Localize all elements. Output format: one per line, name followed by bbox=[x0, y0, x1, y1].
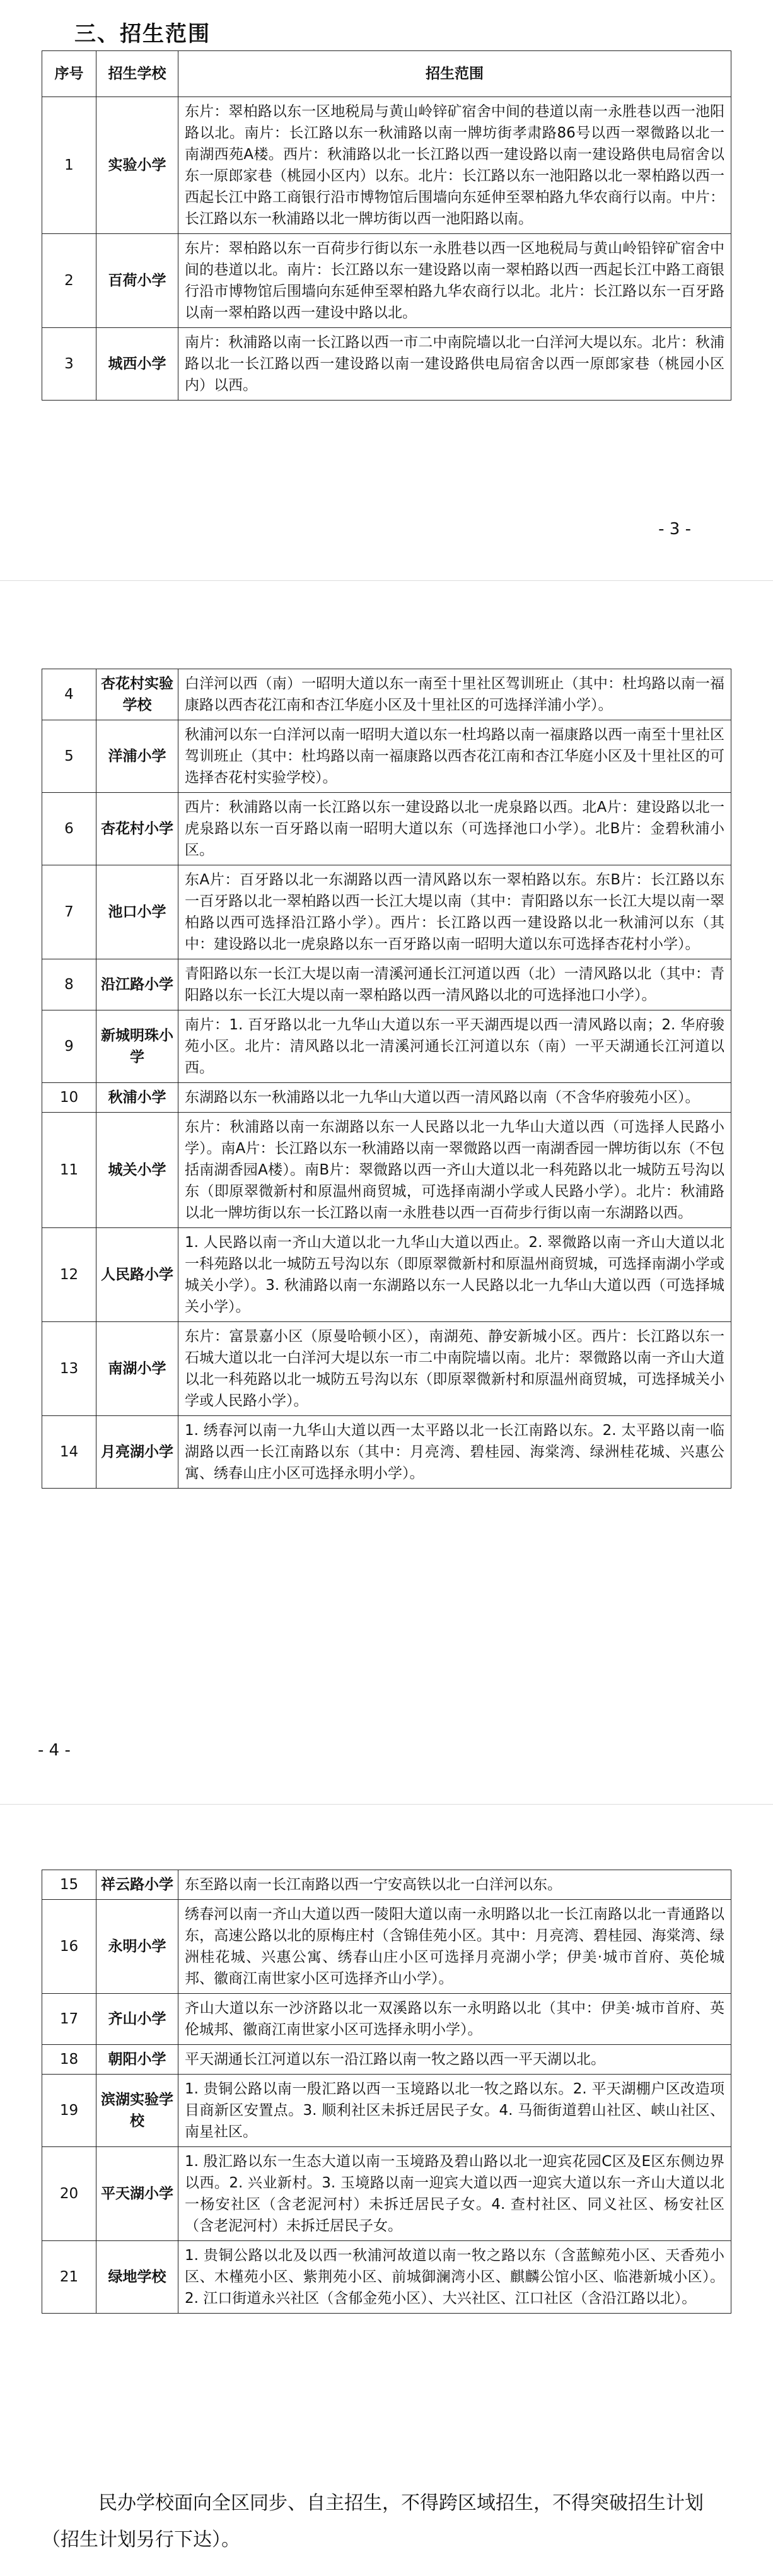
row-school: 绿地学校 bbox=[96, 2241, 178, 2314]
row-number: 13 bbox=[42, 1322, 96, 1416]
row-range: 东片：秋浦路以南一东湖路以东一人民路以北一九华山大道以西（可选择人民路小学）。南A片：长江路以东一秋浦路以南一翠微路以西一南湖香园一牌坊街以东（不包括南湖香园A楼）。南B片：翠微路以西一齐山大道以北一科苑路以北一城防五号沟以东（即原翠微新村和原温州商贸城，可选择南湖小学或人民路小学）。北片：秋浦路以北一牌坊街以东一长江路以南一永胜巷以西一百荷步行街以南一东湖路以西。 bbox=[178, 1113, 731, 1228]
row-school: 实验小学 bbox=[96, 97, 178, 234]
row-range: 平天湖通长江河道以东一沿江路以南一牧之路以西一平天湖以北。 bbox=[178, 2045, 731, 2075]
table-row bbox=[42, 793, 731, 865]
row-range: 1. 绣春河以南一九华山大道以西一太平路以北一长江南路以东。2. 太平路以南一临湖路以西一长江南路以东（其中：月亮湾、碧桂园、海棠湾、绿洲桂花城、兴惠公寓、绣春山庄小区可选择永明小学）。 bbox=[178, 1416, 731, 1489]
row-number: 6 bbox=[42, 793, 96, 865]
row-range: 东片：翠柏路以东一百荷步行街以东一永胜巷以西一区地税局与黄山岭铅锌矿宿舍中间的巷道以北。南片：长江路以东一建设路以南一翠柏路以西一西起长江中路工商银行沿市博物馆后围墙向东延伸至翠柏路九华农商行以北。北片：长江路以东一百牙路以南一翠柏路以西一建设中路以北。 bbox=[178, 234, 731, 328]
row-number: 1 bbox=[42, 97, 96, 234]
row-number: 17 bbox=[42, 1994, 96, 2045]
page-5 bbox=[0, 1829, 773, 2576]
row-number: 18 bbox=[42, 2045, 96, 2075]
table-row bbox=[42, 234, 731, 328]
row-school: 沿江路小学 bbox=[96, 959, 178, 1010]
header-number: 序号 bbox=[42, 51, 96, 97]
row-range: 白洋河以西（南）一昭明大道以东一南至十里社区驾训班止（其中：杜坞路以南一福康路以西杏花江南和杏江华庭小区及十里社区的可选择洋浦小学）。 bbox=[178, 669, 731, 720]
row-school: 南湖小学 bbox=[96, 1322, 178, 1416]
row-range: 南片：秋浦路以南一长江路以西一市二中南院墙以北一白洋河大堤以东。北片：秋浦路以北一长江路以西一建设路以南一建设路供电局宿舍以西一原郎家巷（桃园小区内）以西。 bbox=[178, 328, 731, 401]
row-number: 10 bbox=[42, 1083, 96, 1113]
row-school: 杏花村实验学校 bbox=[96, 669, 178, 720]
row-school: 秋浦小学 bbox=[96, 1083, 178, 1113]
header-range: 招生范围 bbox=[178, 51, 731, 97]
section-title: 三、招生范围 bbox=[74, 21, 211, 47]
row-range: 1. 人民路以南一齐山大道以北一九华山大道以西止。2. 翠微路以南一齐山大道以北一科苑路以北一城防五号沟以东（即原翠微新村和原温州商贸城，可选择南湖小学或城关小学）。3. 秋浦路以南一东湖路以东一人民路以北一九华山大道以西（可选择城关小学）。 bbox=[178, 1228, 731, 1322]
table-row bbox=[42, 865, 731, 959]
header-school: 招生学校 bbox=[96, 51, 178, 97]
row-school: 城西小学 bbox=[96, 328, 178, 401]
row-number: 8 bbox=[42, 959, 96, 1010]
table-row bbox=[42, 328, 731, 401]
table-row bbox=[42, 97, 731, 234]
row-school: 洋浦小学 bbox=[96, 720, 178, 793]
row-number: 19 bbox=[42, 2075, 96, 2147]
table-row bbox=[42, 669, 731, 720]
page-number: - 3 - bbox=[658, 520, 691, 539]
table-row bbox=[42, 2147, 731, 2241]
row-number: 16 bbox=[42, 1900, 96, 1994]
table-row bbox=[42, 1322, 731, 1416]
table-row bbox=[42, 2241, 731, 2314]
row-range: 绣春河以南一齐山大道以西一陵阳大道以南一永明路以北一长江南路以北一青通路以东，高速公路以北的原梅庄村（含锦佳苑小区。其中：月亮湾、碧桂园、海棠湾、绿洲桂花城、兴惠公寓、绣春山庄小区可选择月亮湖小学；伊美·城市首府、英伦城邦、徽商江南世家小区可选择齐山小学）。 bbox=[178, 1900, 731, 1994]
row-range: 1. 殷汇路以东一生态大道以南一玉境路及碧山路以北一迎宾花园C区及E区东侧边界以西。2. 兴业新村。3. 玉境路以南一迎宾大道以西一迎宾大道以东一齐山大道以北一杨安社区（含老泥河村）未拆迁居民子女。4. 查村社区、同义社区、杨安社区（含老泥河村）未拆迁居民子女。 bbox=[178, 2147, 731, 2241]
row-school: 祥云路小学 bbox=[96, 1870, 178, 1900]
row-school: 人民路小学 bbox=[96, 1228, 178, 1322]
table-row bbox=[42, 2075, 731, 2147]
row-school: 滨湖实验学校 bbox=[96, 2075, 178, 2147]
row-school: 新城明珠小学 bbox=[96, 1010, 178, 1083]
row-range: 齐山大道以东一沙济路以北一双溪路以东一永明路以北（其中：伊美·城市首府、英伦城邦、徽商江南世家小区可选择永明小学）。 bbox=[178, 1994, 731, 2045]
table-row bbox=[42, 1870, 731, 1900]
row-school: 城关小学 bbox=[96, 1113, 178, 1228]
row-school: 齐山小学 bbox=[96, 1994, 178, 2045]
row-school: 池口小学 bbox=[96, 865, 178, 959]
row-number: 11 bbox=[42, 1113, 96, 1228]
page-3 bbox=[0, 0, 773, 555]
table-header-row bbox=[42, 51, 731, 97]
row-school: 杏花村小学 bbox=[96, 793, 178, 865]
enrollment-table-part-1 bbox=[42, 50, 731, 401]
row-range: 南片：1. 百牙路以北一九华山大道以东一平天湖西堤以西一清风路以南；2. 华府骏苑小区。北片：清风路以北一清溪河通长江河道以东（南）一平天湖通长江河道以西。 bbox=[178, 1010, 731, 1083]
table-row bbox=[42, 959, 731, 1010]
row-school: 平天湖小学 bbox=[96, 2147, 178, 2241]
table-row bbox=[42, 1083, 731, 1113]
row-range: 西片：秋浦路以南一长江路以东一建设路以北一虎泉路以西。北A片：建设路以北一虎泉路以东一百牙路以南一昭明大道以东（可选择池口小学）。北B片：金碧秋浦小区。 bbox=[178, 793, 731, 865]
row-school: 百荷小学 bbox=[96, 234, 178, 328]
table-row bbox=[42, 2045, 731, 2075]
table-row bbox=[42, 1416, 731, 1489]
row-number: 5 bbox=[42, 720, 96, 793]
row-range: 1. 贵铜公路以南一殷汇路以西一玉境路以北一牧之路以东。2. 平天湖棚户区改造项目商新区安置点。3. 顺利社区未拆迁居民子女。4. 马衙街道碧山社区、峡山社区、南星社区。 bbox=[178, 2075, 731, 2147]
table-row bbox=[42, 1994, 731, 2045]
row-number: 9 bbox=[42, 1010, 96, 1083]
row-range: 东湖路以东一秋浦路以北一九华山大道以西一清风路以南（不含华府骏苑小区）。 bbox=[178, 1083, 731, 1113]
page-number: - 4 - bbox=[38, 1741, 71, 1760]
private-school-note: 民办学校面向全区同步、自主招生，不得跨区域招生，不得突破招生计划（招生计划另行下达）。 bbox=[42, 2492, 704, 2551]
row-number: 2 bbox=[42, 234, 96, 328]
enrollment-table-part-2 bbox=[42, 669, 731, 1489]
row-range: 青阳路以东一长江大堤以南一清溪河通长江河道以西（北）一清风路以北（其中：青阳路以东一长江大堤以南一翠柏路以西一清风路以北的可选择池口小学）。 bbox=[178, 959, 731, 1010]
row-range: 东片：翠柏路以东一区地税局与黄山岭锌矿宿舍中间的巷道以南一永胜巷以西一池阳路以北。南片：长江路以东一秋浦路以南一牌坊街孝肃路86号以西一翠微路以北一南湖西苑A楼。西片：秋浦路以北一长江路以西一建设路以南一建设路供电局宿舍以东一原郎家巷（桃园小区内）以东。北片：长江路以东一池阳路以北一翠柏路以西一西起长江中路工商银行沿市博物馆后围墙向东延伸至翠柏路九华农商行以南。中片：长江路以东一秋浦路以北一牌坊街以西一池阳路以南。 bbox=[178, 97, 731, 234]
row-school: 月亮湖小学 bbox=[96, 1416, 178, 1489]
enrollment-table-part-3 bbox=[42, 1870, 731, 2314]
table-row bbox=[42, 720, 731, 793]
table-row bbox=[42, 1228, 731, 1322]
row-number: 15 bbox=[42, 1870, 96, 1900]
page-divider bbox=[0, 1804, 773, 1805]
row-number: 21 bbox=[42, 2241, 96, 2314]
table-row bbox=[42, 1900, 731, 1994]
row-school: 朝阳小学 bbox=[96, 2045, 178, 2075]
row-number: 7 bbox=[42, 865, 96, 959]
table-row bbox=[42, 1010, 731, 1083]
row-number: 12 bbox=[42, 1228, 96, 1322]
row-range: 东A片：百牙路以北一东湖路以西一清风路以东一翠柏路以东。东B片：长江路以东一百牙路以北一翠柏路以西一长江大堤以南（其中：青阳路以东一长江大堤以南一翠柏路以西可选择沿江路小学）。西片：长江路以西一建设路以北一秋浦河以东（其中：建设路以北一虎泉路以东一百牙路以南一昭明大道以东可选择杏花村小学）。 bbox=[178, 865, 731, 959]
page-divider bbox=[0, 580, 773, 581]
row-number: 3 bbox=[42, 328, 96, 401]
row-number: 14 bbox=[42, 1416, 96, 1489]
row-number: 4 bbox=[42, 669, 96, 720]
row-number: 20 bbox=[42, 2147, 96, 2241]
row-range: 东片：富景嘉小区（原曼哈顿小区），南湖苑、静安新城小区。西片：长江路以东一石城大道以北一白洋河大堤以东一市二中南院墙以南。北片：翠微路以南一齐山大道以北一科苑路以北一城防五号沟以东（即原翠微新村和原温州商贸城，可选择城关小学或人民路小学）。 bbox=[178, 1322, 731, 1416]
row-range: 东至路以南一长江南路以西一宁安高铁以北一白洋河以东。 bbox=[178, 1870, 731, 1900]
row-range: 1. 贵铜公路以北及以西一秋浦河故道以南一牧之路以东（含蓝鲸苑小区、天香苑小区、木槿苑小区、紫荆苑小区、前城御澜湾小区、麒麟公馆小区、临港新城小区）。2. 江口街道永兴社区（含郁金苑小区）、大兴社区、江口社区（含沿江路以北）。 bbox=[178, 2241, 731, 2314]
page-4 bbox=[0, 606, 773, 1791]
table-row bbox=[42, 1113, 731, 1228]
row-school: 永明小学 bbox=[96, 1900, 178, 1994]
row-range: 秋浦河以东一白洋河以南一昭明大道以东一杜坞路以南一福康路以西一南至十里社区驾训班止（其中：杜坞路以南一福康路以西杏花江南和杏江华庭小区及十里社区的可选择杏花村实验学校）。 bbox=[178, 720, 731, 793]
